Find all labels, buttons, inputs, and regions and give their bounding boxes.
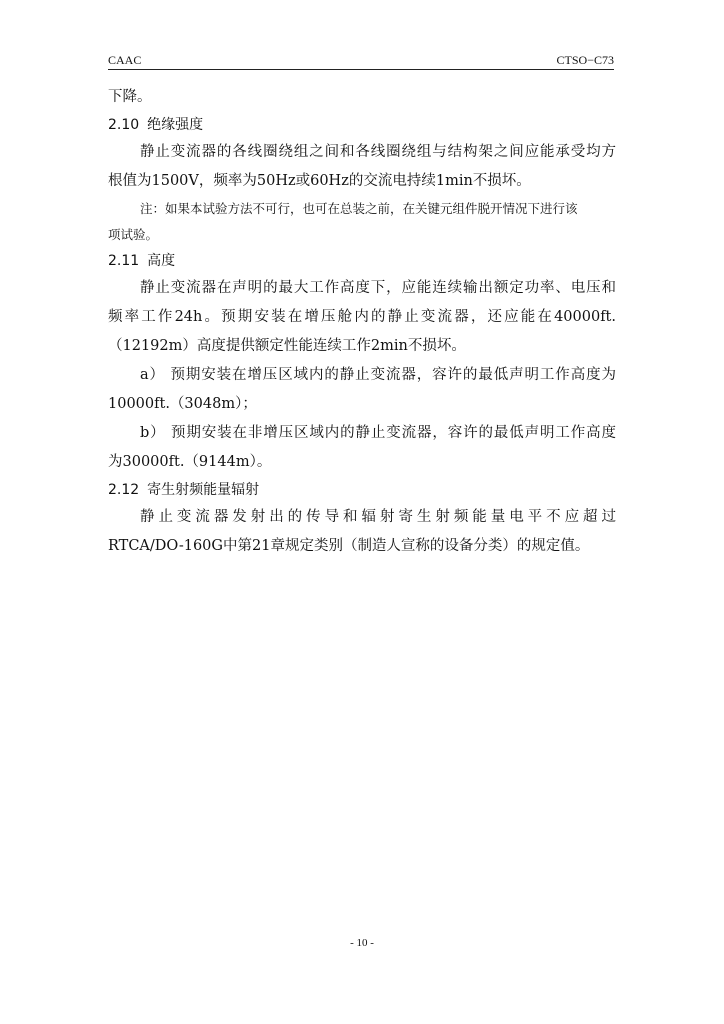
header-document-code: CTSO−C73 [556, 53, 614, 67]
page-header [108, 51, 614, 70]
section-title: 高度 [147, 253, 176, 269]
section-number: 2.11 [108, 253, 140, 269]
list-item-b: b） 预期安装在非增压区域内的静止变流器，容许的最低声明工作高度 [140, 425, 616, 441]
note-line: 项试验。 [108, 227, 159, 242]
section-heading-2-10 [108, 112, 616, 138]
paragraph-line: 静止变流器在声明的最大工作高度下，应能连续输出额定功率、电压和 [140, 280, 616, 296]
paragraph-line: （12192m）高度提供额定性能连续工作2min不损坏。 [108, 338, 466, 354]
note-line: 注：如果本试验方法不可行，也可在总装之前，在关键元组件脱开情况下进行该 [140, 201, 578, 216]
section-title: 寄生射频能量辐射 [147, 482, 260, 498]
section-title: 绝缘强度 [147, 117, 204, 133]
paragraph-line: 根值为1500V，频率为50Hz或60Hz的交流电持续1min不损坏。 [108, 173, 531, 189]
paragraph-line: RTCA/DO-160G中第21章规定类别（制造人宣称的设备分类）的规定值。 [108, 538, 590, 554]
section-number: 2.10 [108, 117, 140, 133]
section-heading-2-12 [108, 477, 616, 503]
paragraph-line: 静止变流器的各线圈绕组之间和各线圈绕组与结构架之间应能承受均方 [140, 144, 616, 160]
list-item-b-continued: 为30000ft.（9144m）。 [108, 454, 272, 470]
paragraph-line: 下降。 [108, 89, 152, 105]
paragraph-line: 静止变流器发射出的传导和辐射寄生射频能量电平不应超过 [140, 509, 616, 525]
section-number: 2.12 [108, 482, 140, 498]
list-item-a-continued: 10000ft.（3048m）； [108, 396, 257, 412]
list-item-a: a） 预期安装在增压区域内的静止变流器，容许的最低声明工作高度为 [140, 367, 616, 383]
page-number: - 10 - [350, 937, 374, 949]
header-left-text: CAAC [108, 53, 142, 67]
paragraph-line: 频率工作24h。预期安装在增压舱内的静止变流器，还应能在40000ft. [108, 309, 616, 325]
document-body [108, 83, 616, 561]
section-heading-2-11 [108, 248, 616, 274]
